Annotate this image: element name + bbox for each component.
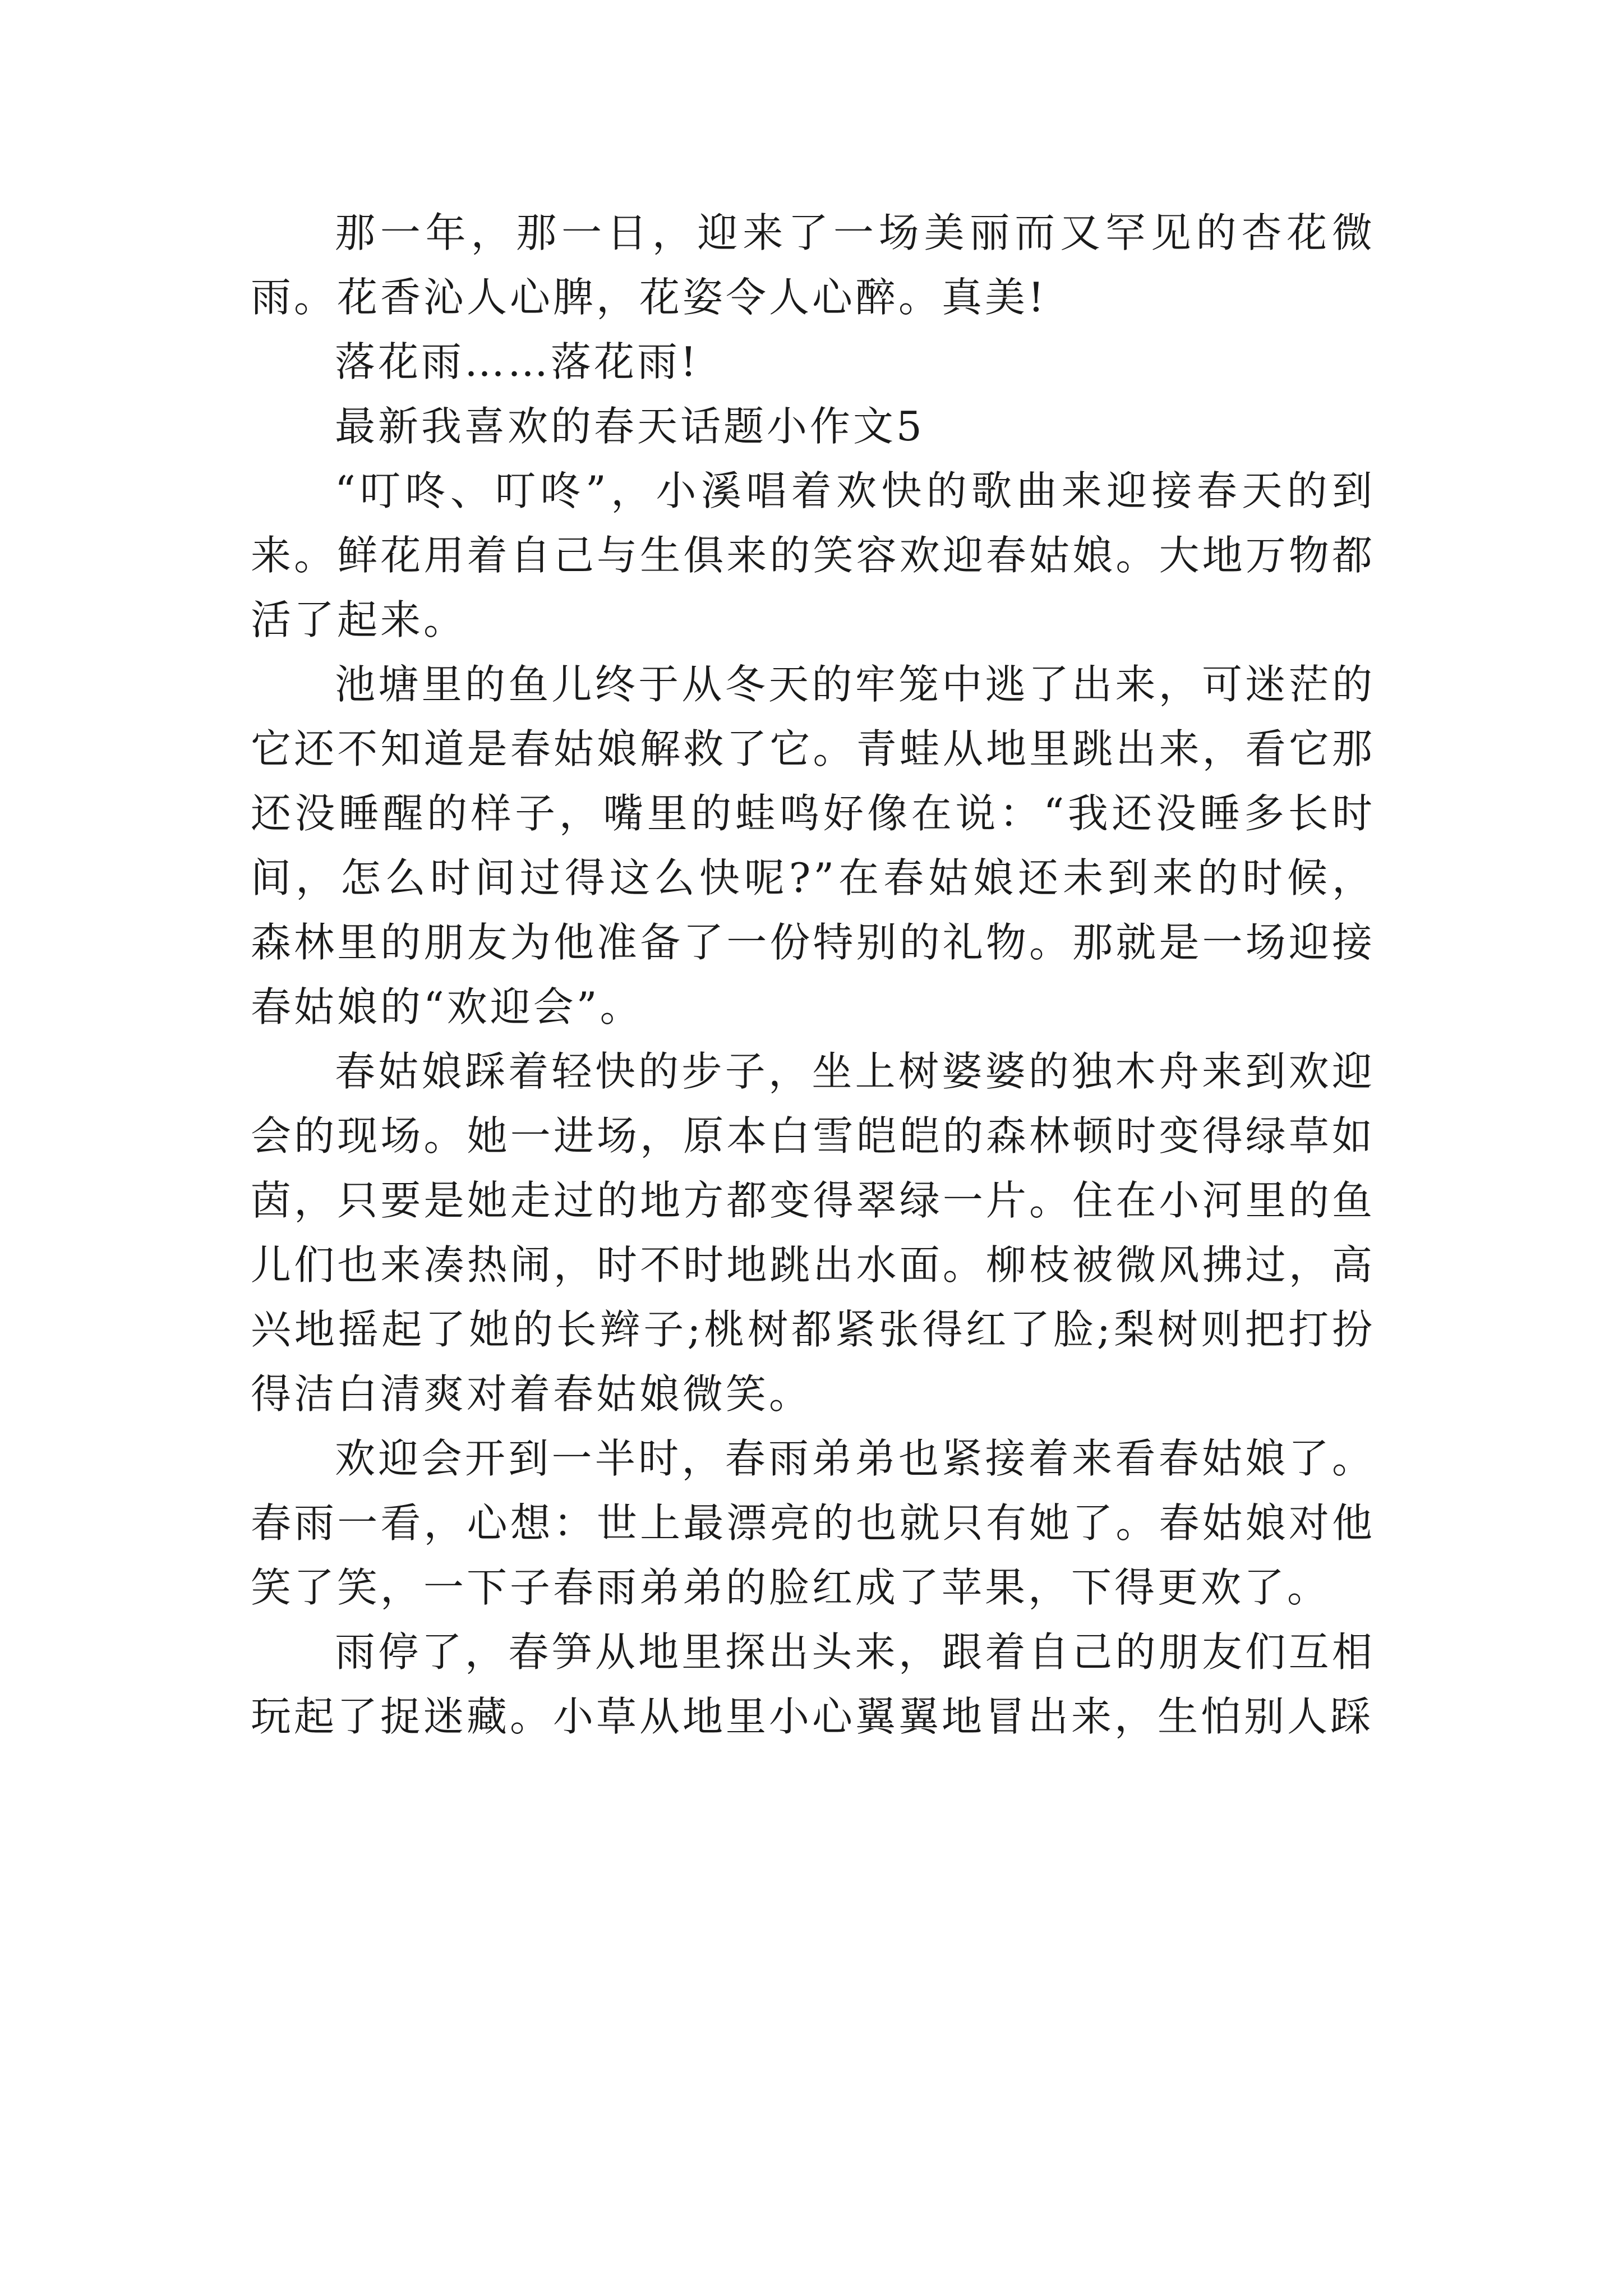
paragraph-4: “叮咚、叮咚”，小溪唱着欢快的歌曲来迎接春天的到来。鲜花用着自己与生俱来的笑容欢迎春姑娘。大地万物都活了起来。	[251, 467, 1375, 643]
paragraph-2: 落花雨……落花雨!	[335, 338, 699, 385]
essay-heading: 最新我喜欢的春天话题小作文5	[335, 403, 925, 450]
paragraph-1: 那一年，那一日，迎来了一场美丽而又罕见的杏花微雨。花香沁人心脾，花姿令人心醉。真美!	[251, 209, 1375, 321]
essay-body	[251, 201, 1375, 1749]
paragraph-5: 池塘里的鱼儿终于从冬天的牢笼中逃了出来，可迷茫的它还不知道是春姑娘解救了它。青蛙从地里跳出来，看它那还没睡醒的样子，嘴里的蛙鸣好像在说：“我还没睡多长时间，怎么时间过得这么快呢?”在春姑娘还未到来的时候，森林里的朋友为他准备了一份特别的礼物。那就是一场迎接春姑娘的“欢迎会”。	[251, 661, 1375, 1030]
paragraph-7: 欢迎会开到一半时，春雨弟弟也紧接着来看春姑娘了。春雨一看，心想：世上最漂亮的也就只有她了。春姑娘对他笑了笑，一下子春雨弟弟的脸红成了苹果，下得更欢了。	[251, 1435, 1375, 1611]
paragraph-6: 春姑娘踩着轻快的步子，坐上树婆婆的独木舟来到欢迎会的现场。她一进场，原本白雪皑皑的森林顿时变得绿草如茵，只要是她走过的地方都变得翠绿一片。住在小河里的鱼儿们也来凑热闹，时不时地跳出水面。柳枝被微风拂过，高兴地摇起了她的长辫子;桃树都紧张得红了脸;梨树则把打扮得洁白清爽对着春姑娘微笑。	[251, 1048, 1375, 1418]
paragraph-8: 雨停了，春笋从地里探出头来，跟着自己的朋友们互相玩起了捉迷藏。小草从地里小心翼翼地冒出来，生怕别人踩	[251, 1628, 1375, 1740]
